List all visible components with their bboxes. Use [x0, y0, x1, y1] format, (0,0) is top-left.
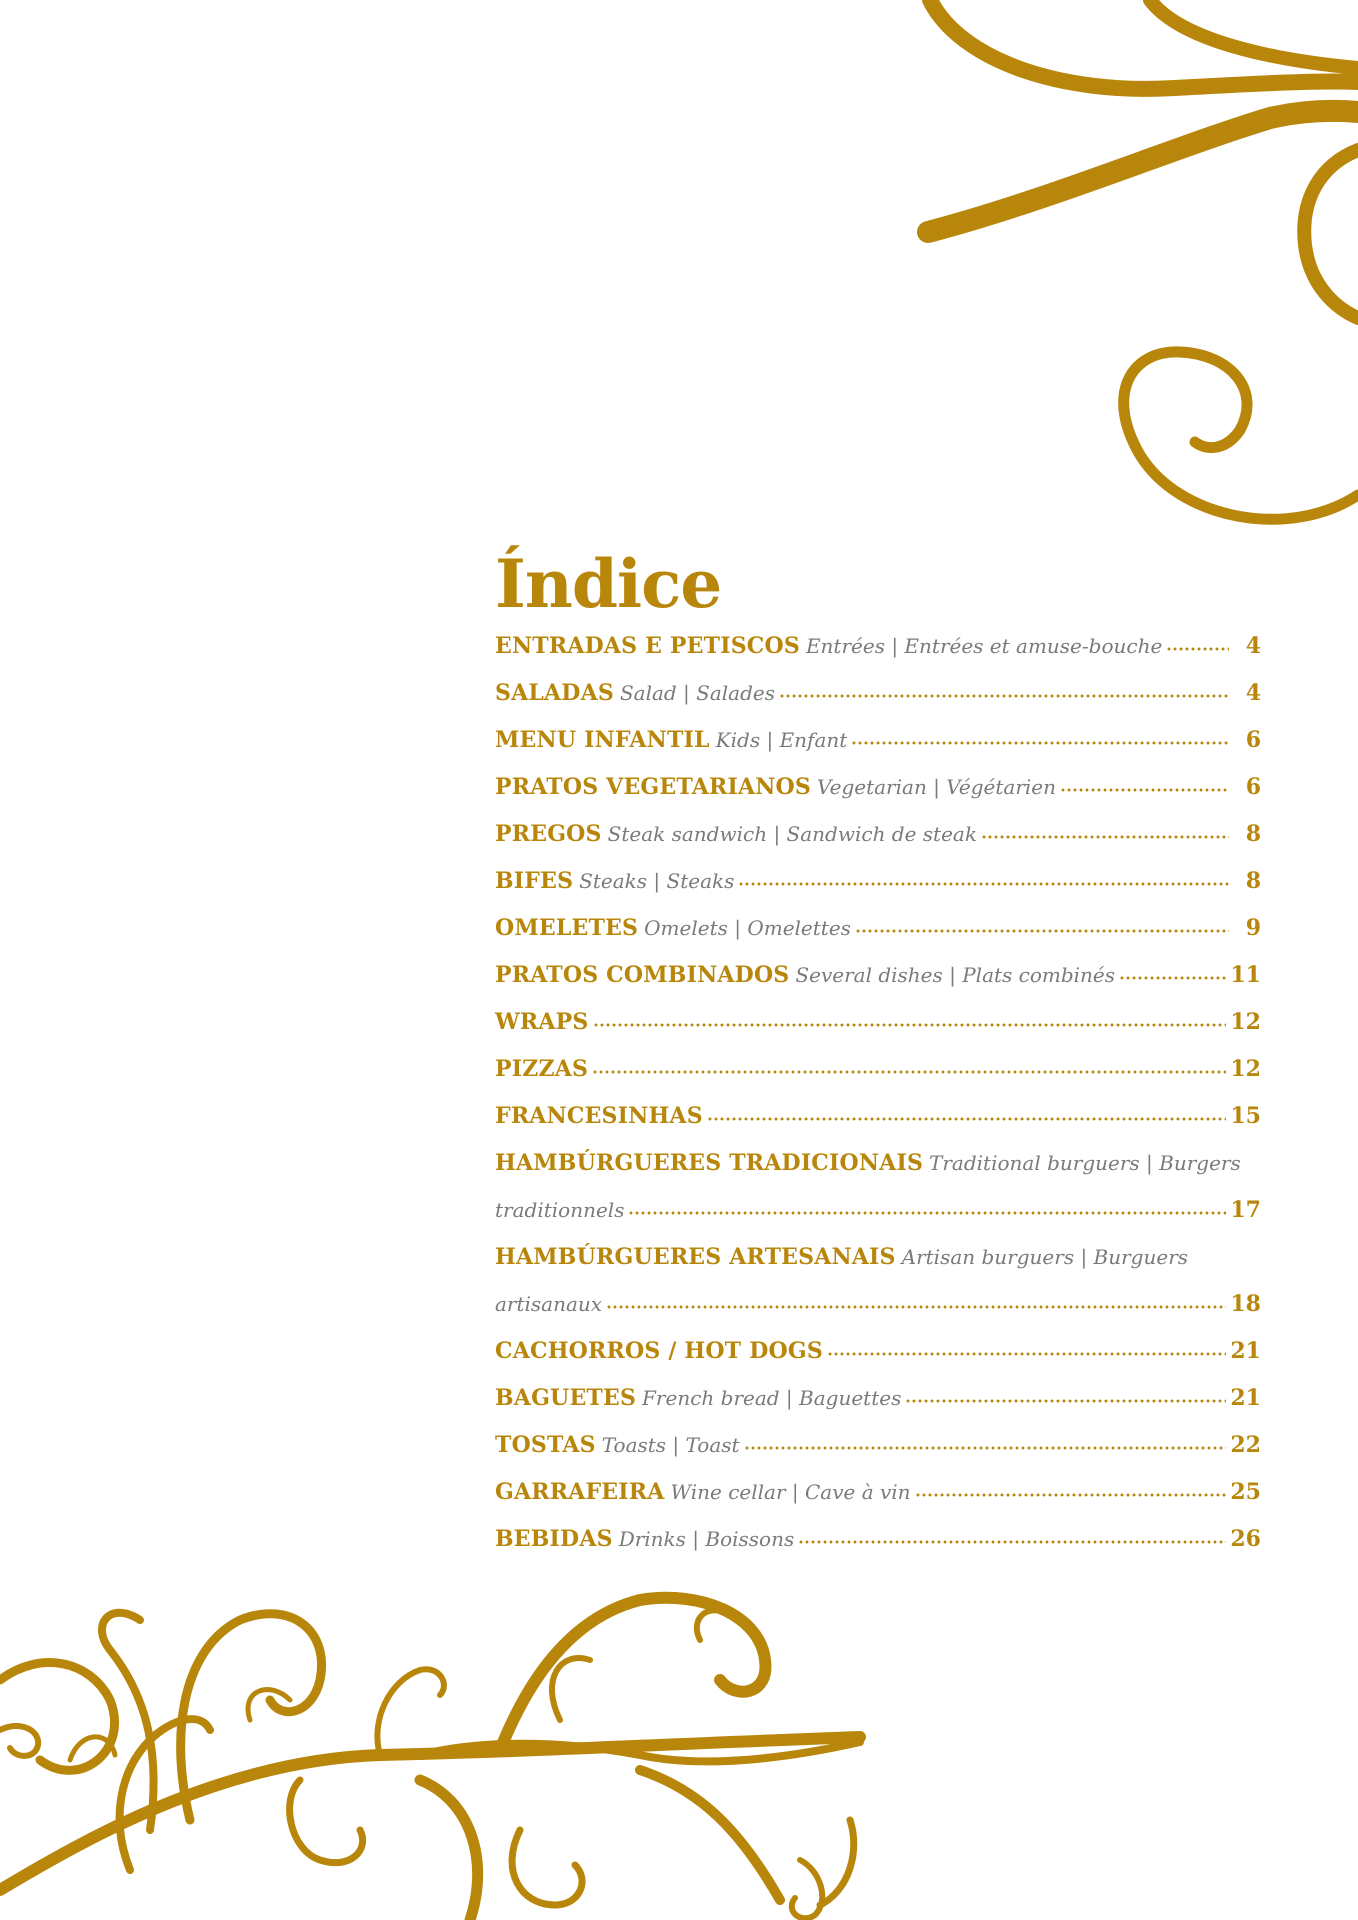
- toc-entry-baguetes[interactable]: [495, 1375, 1261, 1422]
- toc-section-name: BAGUETES: [495, 1385, 637, 1411]
- toc-section-subtitle: Several dishes | Plats combinés: [795, 963, 1116, 987]
- dot-leader: [628, 1210, 1226, 1216]
- toc-section-name: ENTRADAS E PETISCOS: [495, 633, 800, 659]
- toc-entry-garrafeira[interactable]: [495, 1469, 1261, 1516]
- page-title: Índice: [495, 545, 722, 623]
- toc-page-number: 4: [1245, 680, 1261, 706]
- toc-entry-saladas[interactable]: [495, 670, 1261, 717]
- dot-leader: [1119, 975, 1226, 981]
- toc-page-number: 6: [1245, 774, 1261, 800]
- toc-page-number: 4: [1245, 633, 1261, 659]
- toc-page-number: 21: [1230, 1338, 1261, 1364]
- toc-page-number: 12: [1230, 1056, 1261, 1082]
- toc-section-name: BIFES: [495, 868, 574, 894]
- toc-entry-cachorros[interactable]: [495, 1328, 1261, 1375]
- dot-leader: [851, 740, 1229, 746]
- toc-page-number: 17: [1230, 1197, 1261, 1223]
- toc-entry-tostas[interactable]: [495, 1422, 1261, 1469]
- toc-entry-pratos-combinados[interactable]: [495, 952, 1261, 999]
- toc-section-name: TOSTAS: [495, 1432, 596, 1458]
- dot-leader: [707, 1116, 1227, 1122]
- toc-page-number: 26: [1230, 1526, 1261, 1552]
- toc-page-number: 6: [1245, 727, 1261, 753]
- toc-section-name: SALADAS: [495, 680, 614, 706]
- dot-leader: [915, 1492, 1227, 1498]
- dot-leader: [592, 1069, 1226, 1075]
- toc-entry-francesinhas[interactable]: [495, 1093, 1261, 1140]
- toc-section-name: WRAPS: [495, 1009, 589, 1035]
- dot-leader: [1166, 646, 1229, 652]
- toc-entry-hamburgueres-artesanais-cont[interactable]: [495, 1281, 1261, 1328]
- toc-section-name: PIZZAS: [495, 1056, 589, 1082]
- toc-section-subtitle-cont: artisanaux: [495, 1292, 603, 1316]
- toc-section-subtitle: Kids | Enfant: [715, 728, 848, 752]
- toc-section-name: MENU INFANTIL: [495, 727, 710, 753]
- toc-entry-bifes[interactable]: [495, 858, 1261, 905]
- toc-page-number: 25: [1230, 1479, 1261, 1505]
- toc-page-number: 8: [1245, 868, 1261, 894]
- dot-leader: [1060, 787, 1229, 793]
- toc-section-subtitle: Artisan burguers | Burguers: [901, 1245, 1189, 1269]
- toc-page-number: 8: [1245, 821, 1261, 847]
- toc-section-subtitle: Drinks | Boissons: [618, 1527, 795, 1551]
- toc-entry-omeletes[interactable]: [495, 905, 1261, 952]
- toc-entry-menu-infantil[interactable]: [495, 717, 1261, 764]
- toc-section-subtitle: French bread | Baguettes: [642, 1386, 902, 1410]
- toc-section-name: HAMBÚRGUERES TRADICIONAIS: [495, 1150, 924, 1176]
- toc-section-name: FRANCESINHAS: [495, 1103, 703, 1129]
- toc-entry-bebidas[interactable]: [495, 1516, 1261, 1563]
- toc-page-number: 11: [1230, 962, 1261, 988]
- toc-section-name: PREGOS: [495, 821, 602, 847]
- toc-section-name: BEBIDAS: [495, 1526, 613, 1552]
- toc-section-subtitle: Traditional burguers | Burgers: [929, 1151, 1241, 1175]
- toc-page-number: 21: [1230, 1385, 1261, 1411]
- toc-section-subtitle-cont: traditionnels: [495, 1198, 625, 1222]
- dot-leader: [827, 1351, 1226, 1357]
- toc-section-subtitle: Steak sandwich | Sandwich de steak: [607, 822, 977, 846]
- toc-section-name: OMELETES: [495, 915, 639, 941]
- dot-leader: [744, 1445, 1227, 1451]
- toc-section-name: GARRAFEIRA: [495, 1479, 665, 1505]
- toc-page-number: 15: [1230, 1103, 1261, 1129]
- toc-entry-hamburgueres-tradicionais[interactable]: [495, 1140, 1261, 1187]
- toc-section-subtitle: Entrées | Entrées et amuse-bouche: [805, 634, 1163, 658]
- toc-section-subtitle: Wine cellar | Cave à vin: [670, 1480, 911, 1504]
- toc-section-name: HAMBÚRGUERES ARTESANAIS: [495, 1244, 896, 1270]
- toc-section-name: PRATOS VEGETARIANOS: [495, 774, 812, 800]
- dot-leader: [593, 1022, 1227, 1028]
- toc-section-subtitle: Steaks | Steaks: [579, 869, 735, 893]
- dot-leader: [738, 881, 1229, 887]
- dot-leader: [606, 1304, 1226, 1310]
- dot-leader: [798, 1539, 1226, 1545]
- dot-leader: [779, 693, 1229, 699]
- toc-section-subtitle: Salad | Salades: [619, 681, 775, 705]
- dot-leader: [905, 1398, 1226, 1404]
- toc-entry-hamburgueres-tradicionais-cont[interactable]: [495, 1187, 1261, 1234]
- toc-page-number: 12: [1230, 1009, 1261, 1035]
- toc-section-subtitle: Toasts | Toast: [601, 1433, 740, 1457]
- toc-entry-pratos-vegetarianos[interactable]: [495, 764, 1261, 811]
- toc-entry-pregos[interactable]: [495, 811, 1261, 858]
- dot-leader: [855, 928, 1229, 934]
- toc-section-name: PRATOS COMBINADOS: [495, 962, 790, 988]
- toc-page-number: 9: [1245, 915, 1261, 941]
- toc-section-subtitle: Vegetarian | Végétarien: [817, 775, 1056, 799]
- dot-leader: [981, 834, 1229, 840]
- toc-entry-hamburgueres-artesanais[interactable]: [495, 1234, 1261, 1281]
- toc-page-number: 22: [1230, 1432, 1261, 1458]
- toc-section-name: CACHORROS / HOT DOGS: [495, 1338, 823, 1364]
- toc-section-subtitle: Omelets | Omelettes: [644, 916, 851, 940]
- toc-entry-wraps[interactable]: [495, 999, 1261, 1046]
- toc-entry-entradas[interactable]: [495, 623, 1261, 670]
- toc-entry-pizzas[interactable]: [495, 1046, 1261, 1093]
- toc-page-number: 18: [1230, 1291, 1261, 1317]
- table-of-contents: [495, 545, 1261, 1563]
